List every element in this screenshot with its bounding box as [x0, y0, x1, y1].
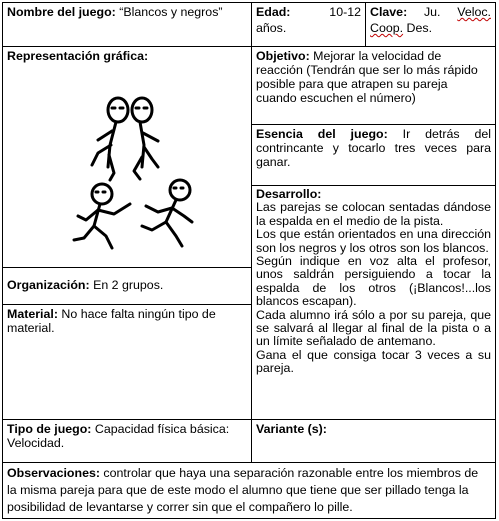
desarrollo-label: Desarrollo:	[256, 187, 322, 201]
nombre-label: Nombre del juego:	[7, 5, 116, 19]
edad-cell	[252, 3, 365, 46]
clave-ju: Ju.	[423, 5, 441, 19]
running-figures-illustration	[72, 180, 202, 265]
variante-label: Variante (s):	[256, 422, 327, 436]
material-value: No hace falta ningún tipo de material.	[7, 307, 216, 335]
objetivo-cell	[252, 47, 495, 124]
edad-label: Edad:	[256, 5, 291, 19]
tipo-value: Capacidad física básica: Velocidad.	[7, 422, 230, 450]
representacion-label: Representación gráfica:	[7, 49, 149, 63]
desarrollo-cell	[252, 186, 495, 419]
objetivo-value: Mejorar la velocidad de reacción (Tendrán que ser lo más rápido posible para que atrapen su pareja cuando escuchen el número)	[256, 49, 478, 105]
organizacion-label: Organización:	[7, 278, 90, 292]
esencia-cell	[252, 125, 495, 185]
desarrollo-p4: Cada alumno irá sólo a por su pareja, que se salvará al llegar al final de la pista o a un límite señalado de antemano.	[256, 307, 491, 349]
table-border-bottom	[2, 518, 496, 519]
observaciones-value: controlar que haya una separación razonable entre los miembros de la misma pareja para que de este modo el alumno que tiene que ser pillado tenga la posibilidad de levantarse y correr sin que el compañero lo pille.	[7, 466, 479, 514]
tipo-label: Tipo de juego:	[7, 422, 92, 436]
material-cell	[3, 305, 251, 419]
desarrollo-p5: Gana el que consiga tocar 3 veces a su pareja.	[256, 347, 491, 376]
tipo-cell	[3, 420, 251, 462]
nombre-cell	[3, 3, 251, 46]
variante-cell	[252, 420, 495, 462]
desarrollo-p2: Los que están orientados en una dirección son los negros y los otros son los blancos.	[256, 227, 491, 255]
esencia-label: Esencia del juego:	[256, 127, 388, 141]
clave-veloc: Veloc.	[457, 5, 491, 19]
edad-value: 10-12	[329, 5, 361, 19]
organizacion-value: En 2 grupos.	[89, 278, 164, 292]
observaciones-cell	[3, 463, 495, 518]
desarrollo-p1: Las parejas se colocan sentadas dándose la espalda en el medio de la pista.	[256, 200, 491, 228]
clave-label: Clave:	[370, 5, 408, 19]
esencia-value: Ir detrás del contrincante y tocarlo tres veces para ganar.	[256, 127, 491, 169]
clave-des: Des.	[406, 21, 433, 35]
clave-cell	[366, 3, 495, 46]
material-label: Material:	[7, 307, 58, 321]
edad-unit: años.	[256, 21, 287, 35]
desarrollo-p3: Según indique en voz alta el profesor, unos saldrán persiguiendo a tocar la espalda de los otros (¡Blancos!...los blancos escapan).	[256, 254, 491, 309]
organizacion-cell	[3, 268, 251, 304]
nombre-value: “Blancos y negros”	[115, 5, 223, 19]
clave-coop: Coop.	[370, 21, 404, 35]
objetivo-label: Objetivo:	[256, 49, 310, 63]
observaciones-label: Observaciones:	[7, 466, 100, 480]
table-border-right	[495, 2, 496, 519]
